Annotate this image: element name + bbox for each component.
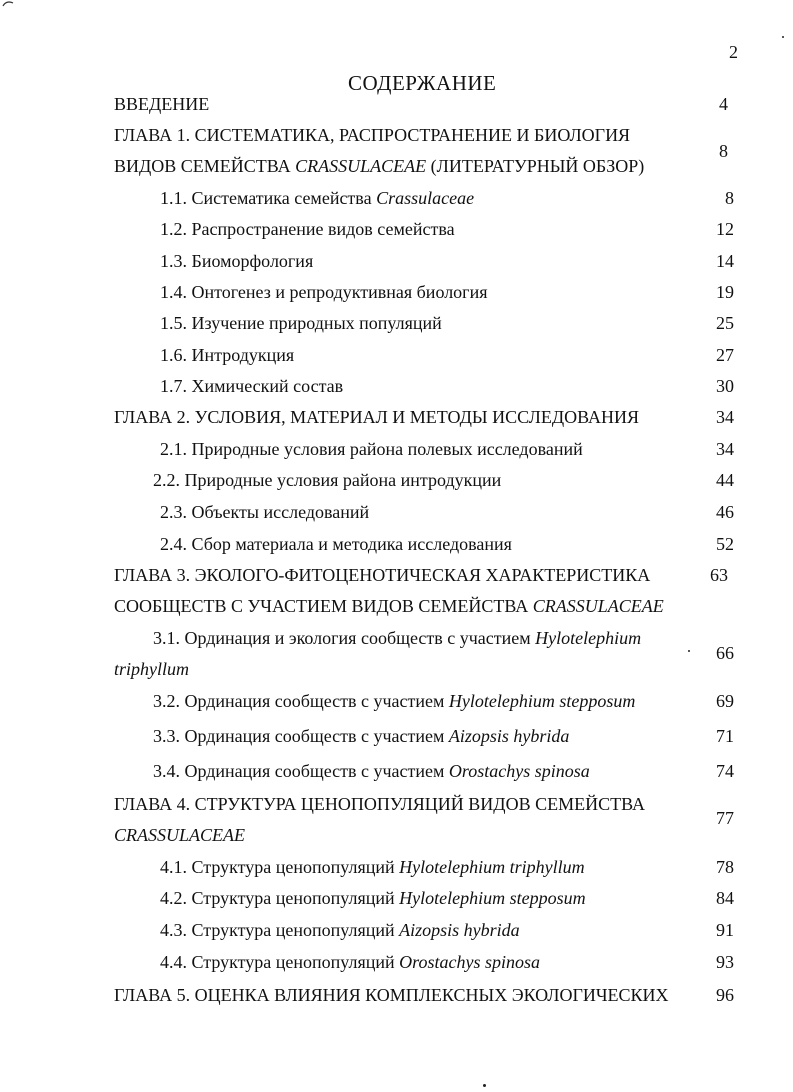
toc-text-segment: (ЛИТЕРАТУРНЫЙ ОБЗОР) [426, 156, 645, 176]
toc-page-number: 34 [716, 407, 734, 427]
toc-text-segment: ГЛАВА 3. ЭКОЛОГО-ФИТОЦЕНОТИЧЕСКАЯ ХАРАКТЕРИСТИКА [114, 565, 651, 585]
toc-text-segment: 2.2. Природные условия района интродукции [153, 470, 502, 490]
toc-text-segment: 1.3. Биоморфология [160, 251, 314, 271]
toc-entry-text [153, 691, 635, 712]
toc-latin-name: Hylotelephium stepposum [448, 691, 636, 711]
toc-latin-name: Hylotelephium stepposum [399, 888, 586, 908]
toc-text-segment: 3.1. Ординация и экология сообществ с участием [153, 628, 536, 648]
toc-latin-name: CRASSULACEAE [295, 156, 427, 176]
toc-latin-name: Aizopsis hybrida [448, 726, 570, 746]
toc-page-number: 25 [716, 313, 734, 333]
toc-entry-text [160, 251, 313, 272]
toc-entry-text [160, 534, 512, 555]
toc-entry-text [114, 659, 189, 680]
toc-latin-name: triphyllum [114, 659, 189, 679]
toc-entry-text [160, 313, 442, 334]
toc-text-segment: 2.1. Природные условия района полевых исследований [160, 439, 583, 459]
toc-entry-text [160, 188, 474, 209]
toc-page-number: 44 [716, 470, 734, 490]
toc-text-segment: 3.4. Ординация сообществ с участием [153, 761, 449, 781]
toc-entry-text [114, 94, 209, 115]
toc-page-number: 84 [716, 888, 734, 908]
toc-page-number: 71 [716, 726, 734, 746]
toc-text-segment: 3.3. Ординация сообществ с участием [153, 726, 449, 746]
toc-entry-text [114, 407, 639, 428]
toc-page-number: 19 [716, 282, 734, 302]
toc-page-number: 46 [716, 502, 734, 522]
toc-entry-text [114, 596, 664, 617]
toc-text-segment: 2.4. Сбор материала и методика исследования [160, 534, 512, 554]
toc-latin-name: Crassulaceae [376, 188, 475, 208]
toc-latin-name: CRASSULACEAE [114, 825, 245, 845]
toc-latin-name: Hylotelephium triphyllum [399, 857, 585, 877]
toc-text-segment: 1.4. Онтогенез и репродуктивная биология [160, 282, 488, 302]
toc-entry-text [114, 985, 669, 1006]
toc-page-number: 14 [716, 251, 734, 271]
toc-page-number: 96 [716, 985, 734, 1005]
toc-text-segment: 1.2. Распространение видов семейства [160, 219, 455, 239]
toc-text-segment: 4.3. Структура ценопопуляций [160, 920, 400, 940]
toc-entry-text [114, 794, 645, 815]
toc-latin-name: CRASSULACEAE [532, 596, 664, 616]
toc-text-segment: ВИДОВ СЕМЕЙСТВА [114, 156, 296, 176]
toc-entry-text [160, 857, 585, 878]
toc-entry-text [153, 470, 501, 491]
scan-speck [782, 36, 784, 38]
toc-text-segment: ГЛАВА 5. ОЦЕНКА ВЛИЯНИЯ КОМПЛЕКСНЫХ ЭКОЛОГИЧЕСКИХ [114, 985, 669, 1005]
toc-text-segment: ГЛАВА 2. УСЛОВИЯ, МАТЕРИАЛ И МЕТОДЫ ИССЛЕДОВАНИЯ [114, 407, 640, 427]
toc-entry-text [160, 376, 343, 397]
toc-entry-text [160, 952, 540, 973]
toc-latin-name: Orostachys spinosa [399, 952, 540, 972]
toc-page-number: 66 [716, 643, 734, 663]
toc-entry-text [160, 282, 487, 303]
toc-text-segment: 1.6. Интродукция [160, 345, 295, 365]
page-title: СОДЕРЖАНИЕ [348, 71, 497, 95]
toc-entry-text [153, 761, 590, 782]
toc-entry-text [153, 726, 569, 747]
toc-text-segment: 4.4. Структура ценопопуляций [160, 952, 400, 972]
toc-page-number: 8 [719, 141, 728, 161]
toc-entry-text [160, 439, 583, 460]
toc-entry-text [160, 920, 520, 941]
toc-text-segment: 1.7. Химический состав [160, 376, 344, 396]
toc-page-number: 91 [716, 920, 734, 940]
toc-page-number: 27 [716, 345, 734, 365]
toc-page-number: 74 [716, 761, 734, 781]
toc-entry-text [160, 345, 294, 366]
scan-speck [483, 1084, 486, 1087]
toc-text-segment: 1.1. Систематика семейства [160, 188, 377, 208]
toc-text-segment: 3.2. Ординация сообществ с участием [153, 691, 449, 711]
toc-entry-text [114, 125, 630, 146]
toc-entry-text [153, 628, 641, 649]
toc-entry-text [114, 156, 644, 177]
toc-entry-text [160, 888, 586, 909]
toc-page-number: 52 [716, 534, 734, 554]
toc-latin-name: Aizopsis hybrida [399, 920, 520, 940]
toc-page-number: 69 [716, 691, 734, 711]
toc-text-segment: ГЛАВА 1. СИСТЕМАТИКА, РАСПРОСТРАНЕНИЕ И БИОЛОГИЯ [114, 125, 631, 145]
toc-text-segment: 1.5. Изучение природных популяций [160, 313, 442, 333]
toc-entry-text [114, 825, 245, 846]
toc-entry-text [160, 502, 369, 523]
scan-mark-icon [2, 0, 14, 8]
toc-page-number: 8 [725, 188, 734, 208]
page-number: 2 [729, 42, 738, 62]
toc-text-segment: 4.1. Структура ценопопуляций [160, 857, 400, 877]
toc-text-segment: ВВЕДЕНИЕ [114, 94, 210, 114]
toc-entry-text [114, 565, 650, 586]
toc-text-segment: СООБЩЕСТВ С УЧАСТИЕМ ВИДОВ СЕМЕЙСТВА [114, 596, 533, 616]
toc-page-number: 63 [710, 565, 728, 585]
toc-page-number: 12 [716, 219, 734, 239]
toc-page-number: 93 [716, 952, 734, 972]
toc-page-number: 77 [716, 808, 734, 828]
toc-page-number: 4 [719, 94, 728, 114]
toc-page-number: 30 [716, 376, 734, 396]
toc-page-number: 78 [716, 857, 734, 877]
toc-latin-name: Hylotelephium [535, 628, 642, 648]
toc-latin-name: Orostachys spinosa [448, 761, 590, 781]
toc-page-number: 34 [716, 439, 734, 459]
toc-entry-text [160, 219, 455, 240]
toc-text-segment: 4.2. Структура ценопопуляций [160, 888, 400, 908]
toc-text-segment: ГЛАВА 4. СТРУКТУРА ЦЕНОПОПУЛЯЦИЙ ВИДОВ СЕМЕЙСТВА [114, 794, 645, 814]
toc-text-segment: 2.3. Объекты исследований [160, 502, 370, 522]
